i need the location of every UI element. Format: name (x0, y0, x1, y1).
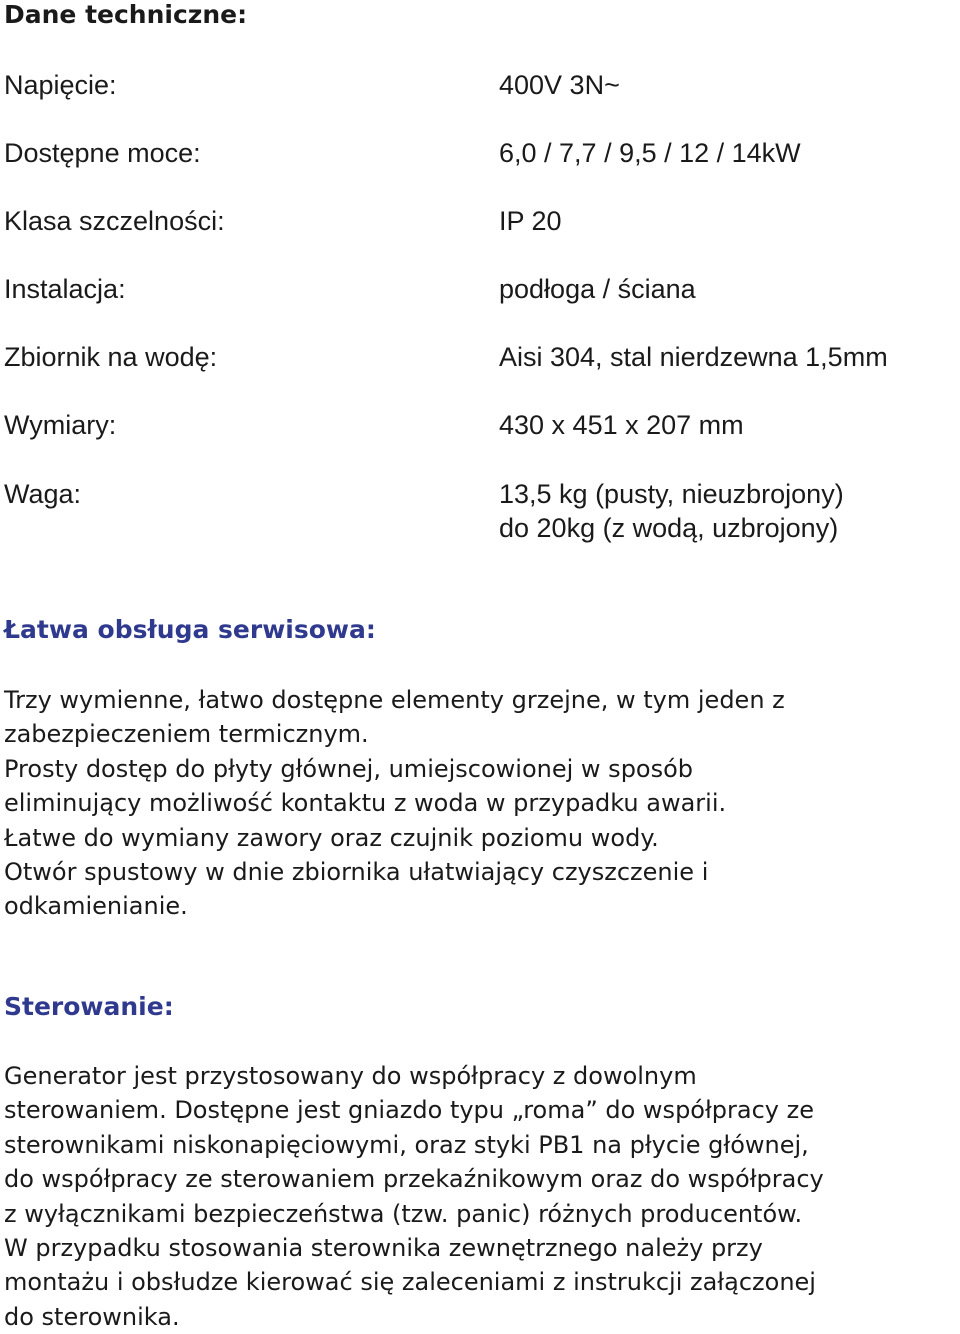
spec-value: podłoga / ściana (499, 274, 696, 304)
technical-data-heading: Dane techniczne: (4, 0, 248, 29)
spec-label: Klasa szczelności: (4, 206, 225, 236)
service-paragraph (4, 683, 785, 924)
spec-value: 6,0 / 7,7 / 9,5 / 12 / 14kW (499, 138, 801, 168)
spec-value: Aisi 304, stal nierdzewna 1,5mm (499, 342, 888, 372)
spec-value-line2: do 20kg (z wodą, uzbrojony) (499, 513, 839, 543)
paragraph-line: odkamienianie. (4, 892, 188, 921)
paragraph-line: sterownikami niskonapięciowymi, oraz styki PB1 na płycie głównej, (4, 1130, 809, 1159)
spec-value: IP 20 (499, 206, 562, 236)
spec-label: Waga: (4, 479, 82, 509)
spec-label: Napięcie: (4, 70, 117, 100)
spec-value: 400V 3N~ (499, 70, 620, 100)
paragraph-line: Prosty dostęp do płyty głównej, umiejscowionej w sposób (4, 754, 694, 783)
paragraph-line: zabezpieczeniem termicznym. (4, 720, 369, 749)
spec-label: Instalacja: (4, 274, 126, 304)
spec-label: Zbiornik na wodę: (4, 342, 218, 372)
paragraph-line: z wyłącznikami bezpieczeństwa (tzw. panic) różnych producentów. (4, 1199, 803, 1228)
paragraph-line: do sterownika. (4, 1302, 180, 1331)
paragraph-line: W przypadku stosowania sterownika zewnętrznego należy przy (4, 1234, 763, 1263)
control-heading: Sterowanie: (4, 992, 174, 1021)
spec-label: Wymiary: (4, 410, 117, 440)
spec-value: 13,5 kg (pusty, nieuzbrojony) (499, 479, 844, 509)
paragraph-line: sterowaniem. Dostępne jest gniazdo typu „roma” do współpracy ze (4, 1096, 814, 1125)
paragraph-line: Trzy wymienne, łatwo dostępne elementy grzejne, w tym jeden z (4, 686, 785, 714)
spec-label: Dostępne moce: (4, 138, 201, 168)
service-heading: Łatwa obsługa serwisowa: (4, 615, 376, 644)
control-paragraph (4, 1059, 824, 1334)
paragraph-line: montażu i obsłudze kierować się zaleceniami z instrukcji załączonej (4, 1268, 816, 1297)
paragraph-line: Generator jest przystosowany do współpracy z dowolnym (4, 1062, 697, 1090)
paragraph-line: eliminujący możliwość kontaktu z woda w przypadku awarii. (4, 789, 727, 818)
paragraph-line: Łatwe do wymiany zawory oraz czujnik poziomu wody. (4, 823, 659, 852)
paragraph-line: do współpracy ze sterowaniem przekaźnikowym oraz do współpracy (4, 1165, 824, 1194)
spec-value: 430 x 451 x 207 mm (499, 410, 744, 440)
paragraph-line: Otwór spustowy w dnie zbiornika ułatwiający czyszczenie i (4, 858, 709, 887)
